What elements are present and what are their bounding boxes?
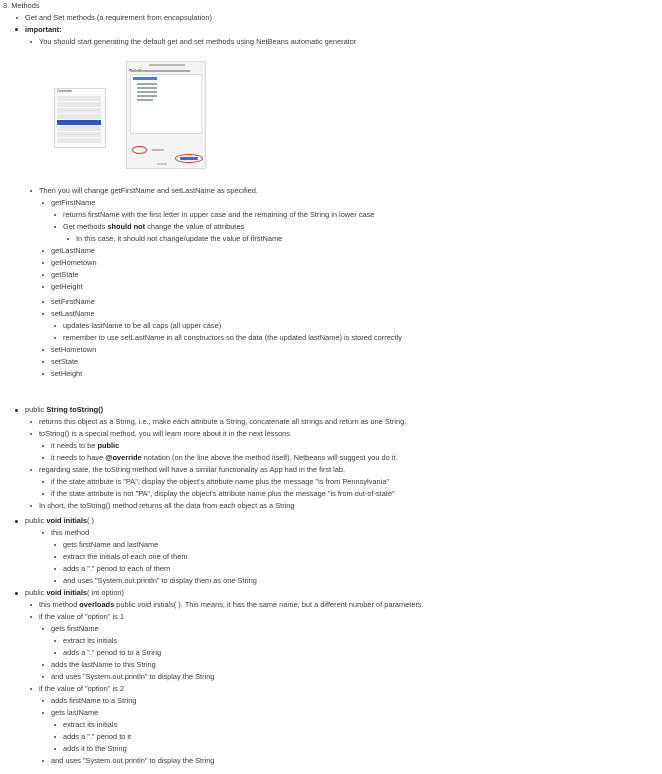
dialog-title-bar [149, 64, 185, 66]
bullet [42, 760, 44, 762]
tree-field [137, 99, 153, 101]
bullet [30, 688, 32, 690]
overload-desc: this method overloads public void initials( ). This means, it has the same name, but a different number of parameters. [39, 600, 424, 609]
toString-heading: public String toString() [25, 405, 104, 414]
bullet [54, 544, 56, 546]
bullet [15, 520, 18, 523]
dialog-option-line [152, 149, 164, 151]
bullet [42, 202, 44, 204]
bullet [16, 17, 18, 19]
initials-heading: public void initials( ) [25, 516, 95, 525]
bullet [42, 373, 44, 375]
bullet [42, 493, 44, 495]
getFirstName-desc: returns firstName with the first letter in upper case and the remaining of the String in lower case [63, 210, 375, 219]
option-1-substep: extract its initials [63, 636, 118, 645]
bullet [54, 748, 56, 750]
getHeight-item: getHeight [51, 282, 83, 291]
dialog-caption-line [130, 70, 190, 72]
bullet [42, 457, 44, 459]
option-1-step: and uses "System.out.println" to display the String [51, 672, 215, 681]
toString-special: toString() is a special method, you will learn more about it in the next lessons [39, 429, 290, 438]
bullet [42, 700, 44, 702]
setHometown-item: setHometown [51, 345, 97, 354]
bullet [42, 712, 44, 714]
bullet [42, 286, 44, 288]
getLastName-item: getLastName [51, 246, 95, 255]
important-heading: important: [25, 25, 62, 34]
bullet [54, 226, 56, 228]
bullet [42, 262, 44, 264]
tree-field [137, 91, 157, 93]
bullet [42, 481, 44, 483]
bullet [42, 313, 44, 315]
bullet [54, 568, 56, 570]
generate-context-menu [54, 88, 106, 148]
bullet [54, 580, 56, 582]
generate-dialog [126, 61, 206, 169]
option-2-substep: adds a "." period to it [63, 732, 132, 741]
setLastName-desc: updates lastName to be all caps (all upper case) [63, 321, 222, 330]
menu-item [57, 102, 101, 107]
bullet [30, 41, 32, 43]
option-2: if the value of "option" is 2 [39, 684, 124, 693]
bullet [42, 445, 44, 447]
tree-field [137, 87, 157, 89]
option-2-step: gets lastName [51, 708, 99, 717]
getState-item: getState [51, 270, 79, 279]
tree-field [137, 95, 157, 97]
bullet [54, 556, 56, 558]
getHometown-item: getHometown [51, 258, 97, 267]
setLastName-item: setLastName [51, 309, 95, 318]
bullet [30, 190, 32, 192]
bullet [15, 409, 18, 412]
bullet [42, 301, 44, 303]
bullet [54, 652, 56, 654]
initials-step: adds a "." period to each of them [63, 564, 171, 573]
bullet [15, 28, 18, 31]
bullet [42, 532, 44, 534]
section-title: 3. Methods [3, 1, 40, 10]
menu-item [57, 132, 101, 137]
bullet [54, 724, 56, 726]
option-1-step: gets firstName [51, 624, 99, 633]
option-2-substep: adds it to the String [63, 744, 127, 753]
window-controls [129, 64, 141, 73]
fields-tree [130, 74, 202, 134]
toString-state: regarding state, the toString method will have a similar functionality as App had in the first lab. [39, 465, 346, 474]
toString-pa: if the state attribute is "PA", display the object's attribute name plus the message "is from Pennsylvania" [51, 477, 389, 486]
initials-step: and uses "System.out.println" to display them as one String [63, 576, 257, 585]
bullet [30, 469, 32, 471]
toString-not-pa: if the state attribute is not "PA", display the object's attribute name plus the message "is from out-of-state" [51, 489, 395, 498]
initials-step: extract the initials of each one of them [63, 552, 188, 561]
tree-root [133, 77, 157, 80]
bullet [54, 640, 56, 642]
toString-summary: In short, the toString() method returns all the data from each object as a String [39, 501, 295, 510]
setFirstName-item: setFirstName [51, 297, 95, 306]
menu-item [57, 96, 101, 101]
toString-public: it needs to be public [51, 441, 120, 450]
change-instruction: Then you will change getFirstName and setLastName as specified. [39, 186, 258, 195]
bullet [67, 238, 69, 240]
bullet [42, 361, 44, 363]
menu-item [57, 114, 101, 119]
initials-step: gets firstName and lastName [63, 540, 159, 549]
bullet [42, 349, 44, 351]
option-1: if the value of "option" is 1 [39, 612, 124, 621]
tree-field [137, 83, 157, 85]
get-set-heading: Get and Set methods (a requirement from encapsulation) [25, 13, 212, 22]
toString-override: it needs to have @override notation (on the line above the method itself). Netbeans will suggest you do it. [51, 453, 398, 462]
generate-button[interactable] [175, 154, 203, 163]
bullet [30, 604, 32, 606]
bullet [30, 433, 32, 435]
netbeans-instruction: You should start generating the default get and set methods using NetBeans automatic generator [39, 37, 357, 46]
menu-item [57, 126, 101, 131]
firstName-note: In this case, it should not change/update the value of firstName [76, 234, 283, 243]
bullet [42, 274, 44, 276]
bullet [15, 592, 18, 595]
bullet [42, 250, 44, 252]
option-2-step: and uses "System.out.println" to display the String [51, 756, 215, 765]
initials-desc: this method [51, 528, 90, 537]
bullet [30, 421, 32, 423]
cancel-button[interactable] [157, 163, 167, 165]
setHeight-item: setHeight [51, 369, 83, 378]
select-all-button[interactable] [132, 146, 147, 154]
option-2-step: adds firstName to a String [51, 696, 137, 705]
option-2-substep: extract its initials [63, 720, 118, 729]
initials-option-heading: public void initials( int option) [25, 588, 125, 597]
netbeans-screenshot-figure [52, 58, 212, 168]
menu-item [57, 138, 101, 143]
menu-header: Generate [57, 89, 72, 93]
get-methods-note: Get methods should not change the value of attributes [63, 222, 245, 231]
toString-desc: returns this object as a String, i.e., make each attribute a String, concatenate all strings and return as one String. [39, 417, 407, 426]
option-1-step: adds the lastName to this String [51, 660, 156, 669]
setLastName-note: remember to use setLastName in all constructors so the data (the updated lastName) is stored correctly [63, 333, 402, 342]
menu-item [57, 108, 101, 113]
menu-item-selected [57, 120, 101, 125]
bullet [54, 325, 56, 327]
bullet [42, 676, 44, 678]
getFirstName-item: getFirstName [51, 198, 96, 207]
bullet [30, 505, 32, 507]
bullet [54, 214, 56, 216]
setState-item: setState [51, 357, 79, 366]
option-1-substep: adds a "." period to to a String [63, 648, 162, 657]
bullet [30, 616, 32, 618]
bullet [54, 337, 56, 339]
bullet [42, 628, 44, 630]
bullet [54, 736, 56, 738]
bullet [42, 664, 44, 666]
